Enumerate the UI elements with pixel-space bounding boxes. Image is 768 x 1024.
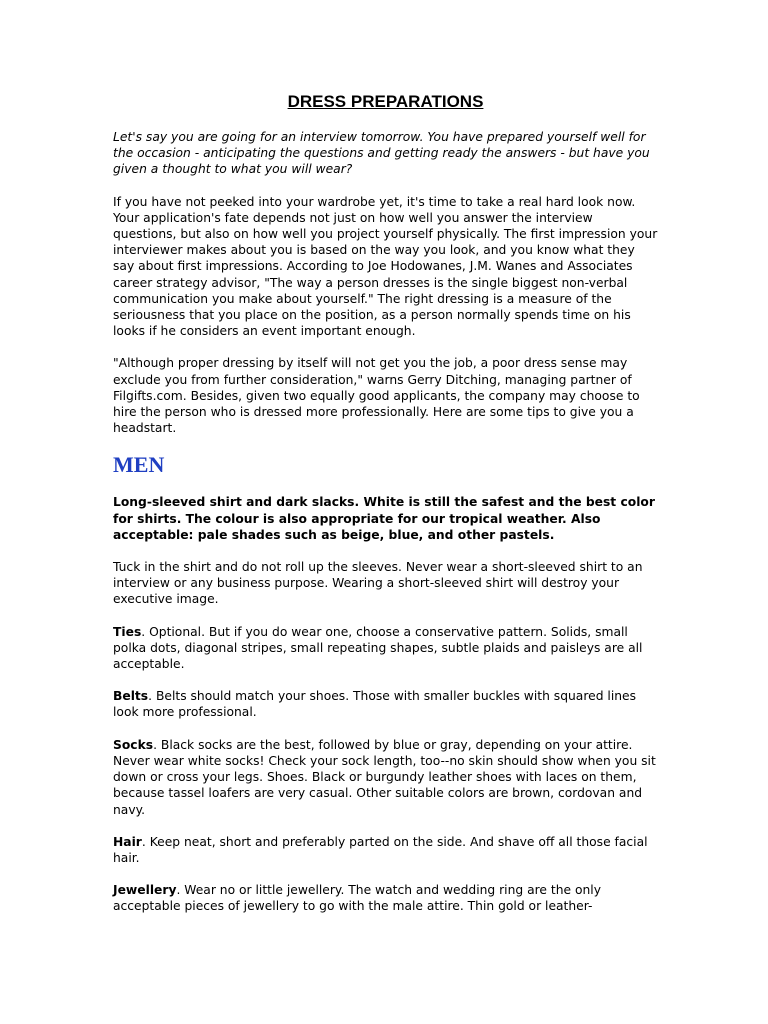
item-term: Ties <box>113 624 142 639</box>
men-item-belts <box>113 688 658 720</box>
document-page <box>113 92 658 931</box>
men-tuck-paragraph: Tuck in the shirt and do not roll up the sleeves. Never wear a short-sleeved shirt to an interview or any business purpose. Wearing a short-sleeved shirt will destroy your executive image. <box>113 560 643 607</box>
item-text: . Keep neat, short and preferably parted on the side. And shave off all those facial hair. <box>113 834 648 865</box>
item-term: Hair <box>113 834 142 849</box>
item-term: Socks <box>113 737 154 752</box>
document-title: DRESS PREPARATIONS <box>287 92 484 111</box>
men-item-socks <box>113 737 658 818</box>
section-heading-men: MEN <box>113 452 165 478</box>
body-paragraph-wardrobe: If you have not peeked into your wardrobe yet, it's time to take a real hard look now. Your application's fate depends not just on how well you answer the interview questions, but also on how well you project yourself physically. The first impression your interviewer makes about you is based on the way you look, and you know what they say about first impressions. According to Joe Hodowanes, J.M. Wanes and Associates career strategy advisor, "The way a person dresses is the single biggest non-verbal communication you make about yourself." The right dressing is a measure of the seriousness that you place on the position, as a person normally spends time on his looks if he considers an event important enough. <box>113 194 658 339</box>
men-item-hair <box>113 834 658 866</box>
item-text: . Optional. But if you do wear one, choose a conservative pattern. Solids, small polka dots, diagonal stripes, small repeating shapes, subtle plaids and paisleys are all acceptable. <box>113 624 643 672</box>
men-item-ties <box>113 624 658 673</box>
men-lead-paragraph: Long-sleeved shirt and dark slacks. White is still the safest and the best color for shirts. The colour is also appropriate for our tropical weather. Also acceptable: pale shades such as beige, blue, and other pastels. <box>113 495 655 542</box>
item-term: Jewellery <box>113 883 177 898</box>
item-term: Belts <box>113 689 149 704</box>
intro-paragraph: Let's say you are going for an interview tomorrow. You have prepared yourself well for the occasion - anticipating the questions and getting ready the answers - but have you given a thought to what you will wear? <box>113 130 650 177</box>
men-item-jewellery <box>113 882 658 914</box>
item-text: . Wear no or little jewellery. The watch and wedding ring are the only acceptable pieces of jewellery to go with the male attire. Thin gold or leather- <box>113 883 602 914</box>
item-text: . Belts should match your shoes. Those with smaller buckles with squared lines look more professional. <box>113 689 637 720</box>
item-text: . Black socks are the best, followed by blue or gray, depending on your attire. Never wear white socks! Check your sock length, too--no skin should show when you sit down or cross your legs. Shoes. Black or burgundy leather shoes with laces on them, because tassel loafers are very casual. Other suitable colors are brown, cordovan and navy. <box>113 737 656 817</box>
body-paragraph-dressing-sense: "Although proper dressing by itself will not get you the job, a poor dress sense may exclude you from further consideration," warns Gerry Ditching, managing partner of Filgifts.com. Besides, given two equally good applicants, the company may choose to hire the person who is dressed more professionally. Here are some tips to give you a headstart. <box>113 356 640 436</box>
